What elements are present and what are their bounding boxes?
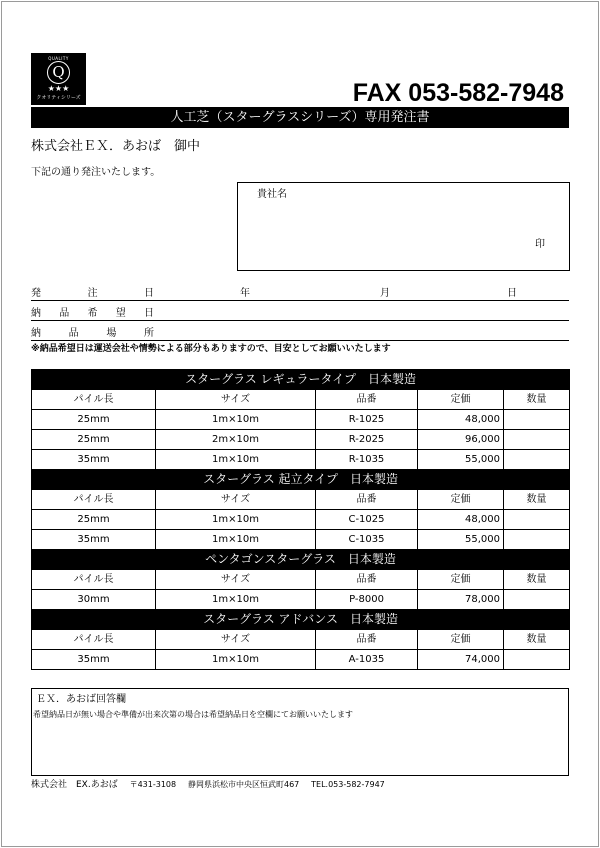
header-size: サイズ xyxy=(156,630,316,650)
product-code-cell: A-1035 xyxy=(316,650,418,670)
price-cell: 78,000 xyxy=(418,590,504,610)
day-label: 日 xyxy=(507,288,517,299)
pile-length-cell: 25mm xyxy=(32,410,156,430)
ex-aoba-answer-box[interactable] xyxy=(31,688,569,776)
answer-box-note: 希望納品日が無い場合や準備が出来次第の場合は希望納品日を空欄にてお願いいたします xyxy=(33,710,353,719)
header-size: サイズ xyxy=(156,390,316,410)
header-list-price: 定価 xyxy=(418,630,504,650)
header-quantity: 数量 xyxy=(504,630,570,650)
quantity-input-cell[interactable] xyxy=(504,510,570,530)
header-list-price: 定価 xyxy=(418,390,504,410)
product-code-cell: R-1025 xyxy=(316,410,418,430)
product-code-cell: C-1025 xyxy=(316,510,418,530)
product-row xyxy=(32,530,570,550)
header-list-price: 定価 xyxy=(418,490,504,510)
label-char: 希 xyxy=(87,308,98,319)
price-cell: 48,000 xyxy=(418,510,504,530)
section-header-row xyxy=(32,370,570,390)
column-header-row xyxy=(32,490,570,510)
size-cell: 2m×10m xyxy=(156,430,316,450)
size-cell: 1m×10m xyxy=(156,530,316,550)
product-code-cell: P-8000 xyxy=(316,590,418,610)
header-product-code: 品番 xyxy=(316,490,418,510)
size-cell: 1m×10m xyxy=(156,650,316,670)
label-char: 発 xyxy=(31,288,41,299)
product-row xyxy=(32,650,570,670)
header-product-code: 品番 xyxy=(316,630,418,650)
pile-length-cell: 35mm xyxy=(32,530,156,550)
footer-address: 静岡県浜松市中央区恒武町467 xyxy=(187,780,300,789)
company-name-field[interactable] xyxy=(237,182,570,271)
section-header-row xyxy=(32,610,570,630)
label-char: 納 xyxy=(31,328,41,339)
order-date-label xyxy=(31,284,154,299)
month-label: 月 xyxy=(380,288,390,299)
price-cell: 55,000 xyxy=(418,530,504,550)
price-cell: 74,000 xyxy=(418,650,504,670)
section-title: ペンタゴンスターグラス 日本製造 xyxy=(32,550,570,570)
label-char: 納 xyxy=(31,308,41,319)
footer-company: 株式会社 EX.あおば xyxy=(31,780,118,790)
footer xyxy=(31,778,394,792)
size-cell: 1m×10m xyxy=(156,410,316,430)
product-row xyxy=(32,510,570,530)
addressee: 株式会社ＥＸ．あおば 御中 xyxy=(31,139,201,154)
pile-length-cell: 30mm xyxy=(32,590,156,610)
quantity-input-cell[interactable] xyxy=(504,410,570,430)
column-header-row xyxy=(32,390,570,410)
header-pile-length: パイル長 xyxy=(32,390,156,410)
intro-text: 下記の通り発注いたします。 xyxy=(31,167,161,178)
size-cell: 1m×10m xyxy=(156,510,316,530)
header-quantity: 数量 xyxy=(504,390,570,410)
column-header-row xyxy=(32,630,570,650)
delivery-location-label xyxy=(31,324,154,339)
desired-delivery-date-row[interactable] xyxy=(31,301,569,321)
product-row xyxy=(32,590,570,610)
header-pile-length: パイル長 xyxy=(32,630,156,650)
pile-length-cell: 35mm xyxy=(32,650,156,670)
footer-tel: TEL.053-582-7947 xyxy=(311,780,385,789)
logo-stars: ★★★ xyxy=(47,84,70,93)
logo-series-text: クオリティシリーズ xyxy=(36,95,81,101)
header-quantity: 数量 xyxy=(504,490,570,510)
section-header-row xyxy=(32,470,570,490)
delivery-note: ※納品希望日は運送会社や情勢による部分もありますので、目安としてお願いいたします xyxy=(31,344,391,354)
header-pile-length: パイル長 xyxy=(32,490,156,510)
year-label: 年 xyxy=(240,288,250,299)
label-char: 所 xyxy=(143,328,154,339)
pile-length-cell: 35mm xyxy=(32,450,156,470)
product-row xyxy=(32,450,570,470)
label-char: 注 xyxy=(87,288,98,299)
logo-arc-text: QUALITY xyxy=(48,56,69,61)
product-row xyxy=(32,410,570,430)
quantity-input-cell[interactable] xyxy=(504,450,570,470)
desired-delivery-date-label xyxy=(31,304,154,319)
header-product-code: 品番 xyxy=(316,570,418,590)
label-char: 日 xyxy=(144,308,154,319)
label-char: 望 xyxy=(115,308,126,319)
label-char: 場 xyxy=(106,328,117,339)
product-code-cell: R-2025 xyxy=(316,430,418,450)
product-order-table xyxy=(31,369,570,670)
company-name-label: 貴社名 xyxy=(257,189,287,200)
quantity-input-cell[interactable] xyxy=(504,430,570,450)
product-code-cell: R-1035 xyxy=(316,450,418,470)
document-title: 人工芝（スターグラスシリーズ）専用発注書 xyxy=(31,107,569,128)
quality-logo xyxy=(31,53,86,105)
pile-length-cell: 25mm xyxy=(32,430,156,450)
delivery-location-row[interactable] xyxy=(31,321,569,341)
column-header-row xyxy=(32,570,570,590)
size-cell: 1m×10m xyxy=(156,590,316,610)
label-char: 品 xyxy=(59,308,70,319)
section-header-row xyxy=(32,550,570,570)
size-cell: 1m×10m xyxy=(156,450,316,470)
answer-box-title: ＥＸ．あおば回答欄 xyxy=(36,694,126,705)
header-size: サイズ xyxy=(156,490,316,510)
section-title: スターグラス レギュラータイプ 日本製造 xyxy=(32,370,570,390)
header-quantity: 数量 xyxy=(504,570,570,590)
price-cell: 48,000 xyxy=(418,410,504,430)
section-title: スターグラス 起立タイプ 日本製造 xyxy=(32,470,570,490)
product-row xyxy=(32,430,570,450)
header-list-price: 定価 xyxy=(418,570,504,590)
quantity-input-cell[interactable] xyxy=(504,650,570,670)
logo-q-mark: Q xyxy=(47,61,70,84)
footer-postal-code: 〒431-3108 xyxy=(129,780,177,789)
header-product-code: 品番 xyxy=(316,390,418,410)
header-pile-length: パイル長 xyxy=(32,570,156,590)
pile-length-cell: 25mm xyxy=(32,510,156,530)
seal-label: 印 xyxy=(535,239,545,250)
price-cell: 55,000 xyxy=(418,450,504,470)
product-code-cell: C-1035 xyxy=(316,530,418,550)
label-char: 日 xyxy=(144,288,154,299)
price-cell: 96,000 xyxy=(418,430,504,450)
header-size: サイズ xyxy=(156,570,316,590)
order-date-row[interactable] xyxy=(31,281,569,301)
label-char: 品 xyxy=(68,328,79,339)
section-title: スターグラス アドバンス 日本製造 xyxy=(32,610,570,630)
quantity-input-cell[interactable] xyxy=(504,530,570,550)
quantity-input-cell[interactable] xyxy=(504,590,570,610)
fax-number: FAX 053-582-7948 xyxy=(352,79,564,107)
